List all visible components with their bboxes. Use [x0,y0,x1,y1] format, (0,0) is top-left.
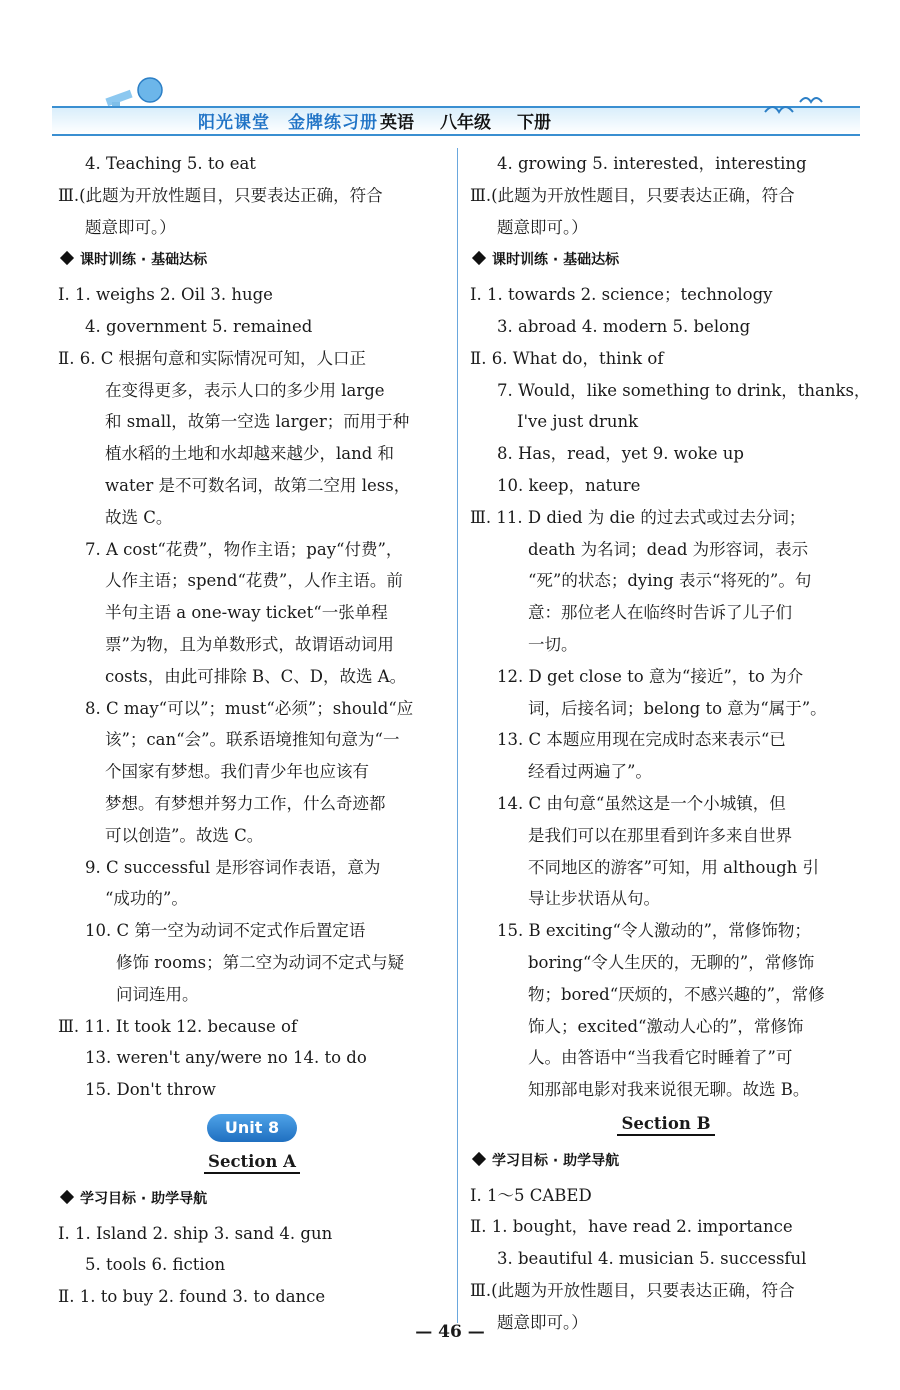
answer-line: 修饰 rooms；第二空为动词不定式与疑 [116,952,405,972]
answer-line: 9. C successful 是形容词作表语，意为 [85,857,381,877]
answer-line: 3. beautiful 4. musician 5. successful [497,1249,807,1269]
answer-line: “死”的状态；dying 表示“将死的”。句 [528,571,812,591]
answer-line: 8. C may“可以”；must“必须”；should“应 [85,698,414,718]
answer-line: 8. Has，read，yet 9. woke up [497,444,744,464]
answer-line: water 是不可数名词，故第二空用 less， [105,475,411,495]
answer-line: 15. Don't throw [85,1080,216,1100]
right-column [470,148,871,1338]
answer-line: 意：那位老人在临终时告诉了儿子们 [528,603,792,623]
answer-line: Ⅰ. 1～5 CABED [470,1185,592,1205]
answer-line: 故选 C。 [105,507,173,527]
brand-title [198,108,378,133]
answer-line: 是我们可以在那里看到许多来自世界 [528,825,792,845]
diamond-icon [60,1190,74,1204]
answer-line: 不同地区的游客”可知，用 although 引 [528,857,820,877]
answer-line: Ⅲ.(此题为开放性题目，只要表达正确，符合 [470,185,795,205]
answer-line: 半句主语 a one-way ticket“一张单程 [105,603,388,623]
exercise-heading: 课时训练 · 基础达标 [58,245,446,277]
answer-line: 7. A cost“花费”，物作主语；pay“付费”， [85,539,403,559]
answer-line: 梦想。有梦想并努力工作，什么奇迹都 [105,793,386,813]
volume-label: 下册 [517,113,551,133]
brand-name: 阳光课堂 [198,113,270,133]
answer-line: 13. weren't any/were no 14. to do [85,1048,367,1068]
answer-line: 经看过两遍了”。 [528,762,652,782]
answer-line: 人作主语；spend“花费”，人作主语。前 [105,571,403,591]
subject-label: 英语 [380,113,414,133]
answer-line: 词，后接名词；belong to 意为“属于”。 [528,698,827,718]
answer-line: 7. Would，like something to drink，thanks， [497,380,871,400]
diamond-icon [472,251,486,265]
answer-line: 物；bored“厌烦的，不感兴趣的”，常修 [528,984,825,1004]
answer-line: 问词连用。 [116,984,199,1004]
book-info [380,108,577,133]
answer-line: 植水稻的土地和水却越来越少，land 和 [105,444,395,464]
answer-line: 5. tools 6. fiction [85,1255,226,1275]
answer-line: 可以创造”。故选 C。 [105,825,264,845]
answer-line: Ⅰ. 1. weighs 2. Oil 3. huge [58,285,273,305]
answer-line: 10. keep，nature [497,475,641,495]
answer-line: Ⅲ.(此题为开放性题目，只要表达正确，符合 [58,185,383,205]
answer-line: 和 small，故第一空选 larger；而用于种 [105,412,410,432]
unit-badge: Unit 8 [207,1114,297,1142]
answer-line: I've just drunk [517,412,639,432]
answer-line: Ⅲ. 11. D died 为 die 的过去式或过去分词； [470,507,806,527]
answer-line: 人。由答语中“当我看它时睡着了”可 [528,1048,793,1068]
answer-line: 题意即可。） [85,217,176,237]
answer-line: 饰人；excited“激动人心的”，常修饰 [528,1016,804,1036]
section-title: Section A [58,1146,446,1178]
left-column [58,148,446,1313]
answer-line: 4. government 5. remained [85,316,313,336]
answer-line: 知那部电影对我来说很无聊。故选 B。 [528,1080,810,1100]
column-divider [457,148,458,1323]
answer-line: 10. C 第一空为动词不定式作后置定语 [85,921,366,941]
answer-line: boring“令人生厌的，无聊的”，常修饰 [528,952,815,972]
brand-subtitle: 金牌练习册 [288,113,378,133]
answer-line: Ⅲ.(此题为开放性题目，只要表达正确，符合 [470,1280,795,1300]
answer-line: 4. growing 5. interested，interesting [497,154,807,173]
exercise-heading: 课时训练 · 基础达标 [470,245,862,277]
answer-line: “成功的”。 [105,889,188,909]
answer-line: death 为名词；dead 为形容词，表示 [528,539,809,559]
answer-line: Ⅱ. 1. bought，have read 2. importance [470,1217,793,1237]
answer-line: 12. D get close to 意为“接近”，to 为介 [497,666,804,686]
birds-icon [760,90,830,120]
diamond-icon [60,251,74,265]
answer-line: 导让步状语从句。 [528,889,660,909]
page-header [52,72,860,134]
answer-line: Ⅱ. 6. What do，think of [470,348,664,368]
grade-label: 八年级 [440,113,491,133]
exercise-heading: 学习目标 · 助学导航 [58,1184,446,1216]
answer-line: 票”为物，且为单数形式，故谓语动词用 [105,634,394,654]
page-number: — 46 — [415,1322,485,1342]
answer-line: costs，由此可排除 B、C、D，故选 A。 [105,666,407,686]
exercise-heading: 学习目标 · 助学导航 [470,1146,862,1178]
answer-line: 个国家有梦想。我们青少年也应该有 [105,762,369,782]
answer-line: 3. abroad 4. modern 5. belong [497,316,751,336]
section-title: Section B [470,1108,862,1140]
answer-line: 在变得更多，表示人口的多少用 large [105,380,385,400]
answer-line: Ⅱ. 6. C 根据句意和实际情况可知，人口正 [58,348,367,368]
answer-line: 一切。 [528,634,578,654]
answer-line: Ⅰ. 1. towards 2. science；technology [470,285,773,305]
answer-line: Ⅲ. 11. It took 12. because of [58,1016,298,1036]
answer-line: 该”；can“会”。联系语境推知句意为“一 [105,730,400,750]
answer-line: 14. C 由句意“虽然这是一个小城镇，但 [497,793,786,813]
answer-line: Ⅱ. 1. to buy 2. found 3. to dance [58,1287,326,1307]
answer-line: 15. B exciting“令人激动的”，常修饰物； [497,921,811,941]
answer-line: 4. Teaching 5. to eat [85,154,256,173]
answer-line: 13. C 本题应用现在完成时态来表示“已 [497,730,786,750]
answer-line: 题意即可。） [497,1312,588,1332]
answer-line: 题意即可。） [497,217,588,237]
diamond-icon [472,1152,486,1166]
answer-line: Ⅰ. 1. Island 2. ship 3. sand 4. gun [58,1223,333,1243]
